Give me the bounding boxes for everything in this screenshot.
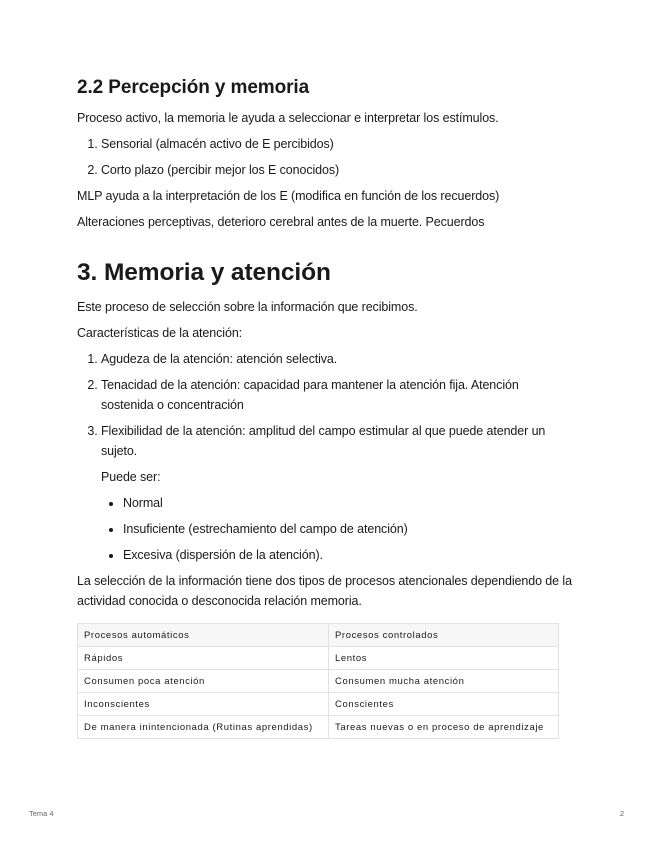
process-table	[77, 623, 559, 739]
list-item: 2. Corto plazo (percibir mejor los E conocidos)	[101, 160, 572, 180]
bullet-item: • Excesiva (dispersión de la atención).	[123, 545, 572, 565]
section-heading-3: 3. Memoria y atención	[77, 259, 331, 286]
list-item: 1. Sensorial (almacén activo de E percibidos)	[101, 134, 572, 154]
table-row	[78, 693, 559, 716]
table-header-cell: Procesos automáticos	[78, 624, 329, 647]
list-item-text: Flexibilidad de la atención: amplitud del campo estimular al que puede atender un sujeto.	[101, 424, 546, 458]
page-number: 2	[619, 809, 624, 818]
table-row	[78, 716, 559, 739]
list-item	[101, 421, 572, 565]
table-row	[78, 670, 559, 693]
bullet-item: • Insuficiente (estrechamiento del campo de atención)	[123, 519, 572, 539]
table-cell: Consumen mucha atención	[329, 670, 559, 693]
paragraph: Este proceso de selección sobre la información que recibimos.	[77, 300, 418, 314]
section-heading-2-2: 2.2 Percepción y memoria	[77, 77, 310, 98]
paragraph: Puede ser:	[101, 470, 161, 484]
paragraph: Alteraciones perceptivas, deterioro cerebral antes de la muerte. Pecuerdos	[77, 215, 485, 229]
bullet-item: • Normal	[123, 493, 572, 513]
paragraph: Proceso activo, la memoria le ayuda a seleccionar e interpretar los estímulos.	[77, 111, 499, 125]
paragraph: La selección de la información tiene dos tipos de procesos atencionales dependiendo de la actividad conocida o desconocida relación memoria.	[77, 574, 572, 608]
numbered-list	[77, 134, 572, 180]
table-cell: Rápidos	[78, 647, 329, 670]
footer-label: Tema 4	[29, 809, 54, 818]
paragraph: MLP ayuda a la interpretación de los E (modifica en función de los recuerdos)	[77, 189, 500, 203]
table-cell: Lentos	[329, 647, 559, 670]
paragraph: Características de la atención:	[77, 326, 243, 340]
table-cell: Inconscientes	[78, 693, 329, 716]
document-page	[77, 76, 572, 739]
list-item: 2. Tenacidad de la atención: capacidad para mantener la atención fija. Atención sostenida o concentración	[101, 375, 572, 415]
table-cell: Conscientes	[329, 693, 559, 716]
table-row	[78, 647, 559, 670]
bullet-list	[101, 493, 572, 565]
table-header-row	[78, 624, 559, 647]
numbered-list	[77, 349, 572, 565]
table-header-cell: Procesos controlados	[329, 624, 559, 647]
table-cell: Tareas nuevas o en proceso de aprendizaje	[329, 716, 559, 739]
table-cell: Consumen poca atención	[78, 670, 329, 693]
list-item: 1. Agudeza de la atención: atención selectiva.	[101, 349, 572, 369]
table-cell: De manera inintencionada (Rutinas aprendidas)	[78, 716, 329, 739]
